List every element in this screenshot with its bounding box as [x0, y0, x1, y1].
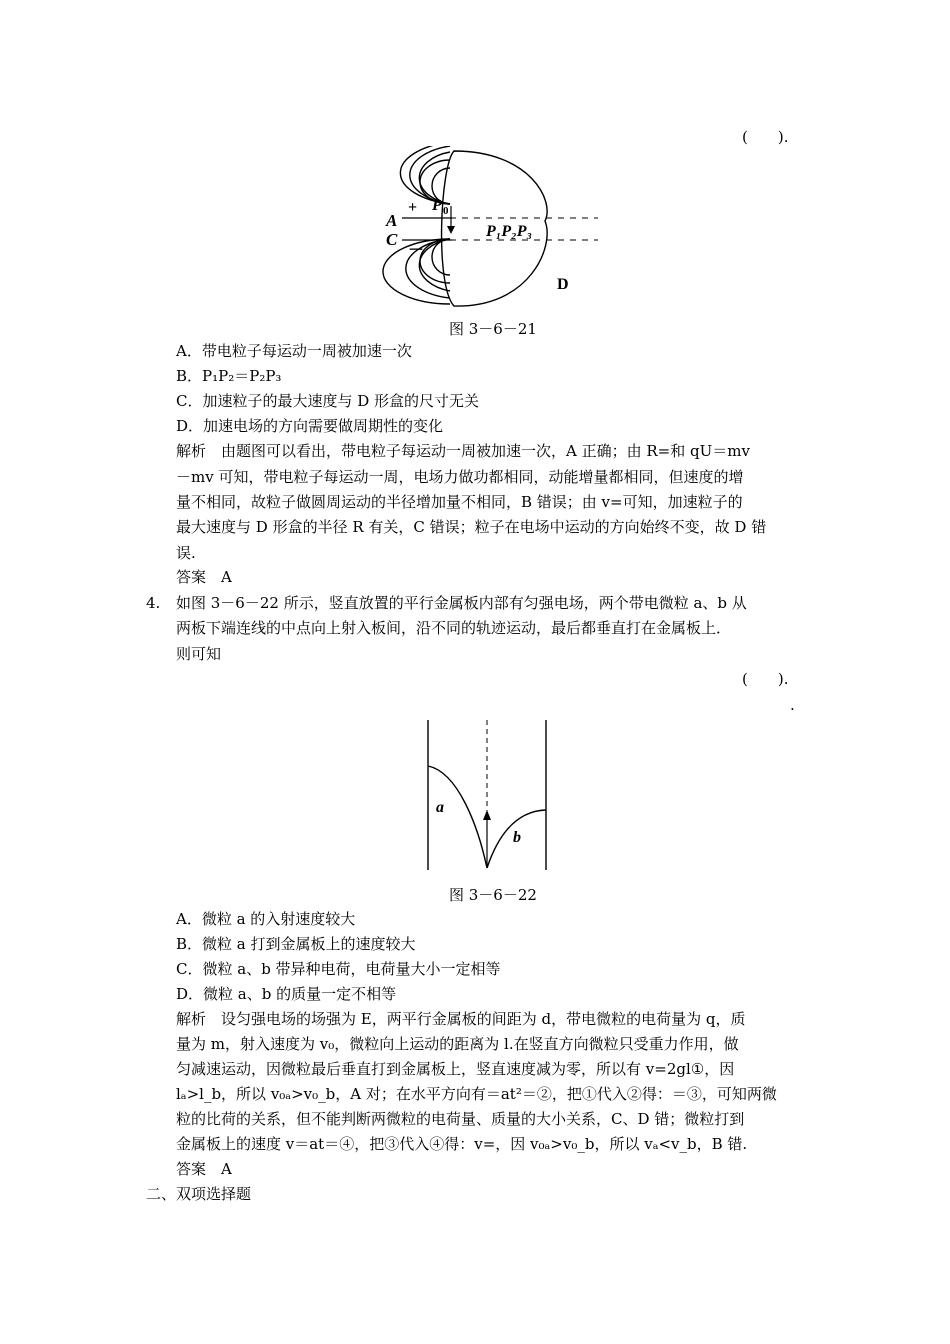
label-a: a	[436, 799, 444, 816]
label-C: C	[386, 230, 398, 249]
label-P0-sub: 0	[443, 205, 449, 217]
q3-answer-paren: ( ).	[742, 128, 789, 146]
q4-analysis-line: 匀减速运动，因微粒最后垂直打到金属板上，竖直速度减为零，所以有 v=2gl①，因	[176, 1060, 735, 1078]
q4-number: 4.	[146, 594, 161, 612]
q4-answer-paren: ( ).	[742, 670, 789, 688]
parallel-plates-figure	[418, 716, 558, 874]
q3-option-a: A．带电粒子每运动一周被加速一次	[176, 342, 412, 360]
q3-analysis-line: －mv 可知，带电粒子每运动一周，电场力做功都相同，动能增量都相同，但速度的增	[176, 468, 744, 486]
label-plus: +	[408, 199, 418, 216]
q4-stem-line: 两板下端连线的中点向上射入板间，沿不同的轨迹运动，最后都垂直打在金属板上．	[176, 619, 732, 637]
q3-option-b: B．P₁P₂＝P₂P₃	[176, 367, 282, 385]
q3-analysis-line: 最大速度与 D 形盒的半径 R 有关，C 错误；粒子在电场中运动的方向始终不变，故 D 错	[176, 518, 767, 536]
q4-answer: 答案 A	[176, 1160, 232, 1178]
q4-option-b: B．微粒 a 打到金属板上的速度较大	[176, 935, 416, 953]
q3-analysis-line: 误.	[176, 544, 196, 562]
label-P123: P₁P₂P₃	[486, 223, 533, 240]
q4-analysis-line: 解析 设匀强电场的场强为 E，两平行金属板的间距为 d，带电微粒的电荷量为 q，质	[176, 1010, 746, 1028]
label-A: A	[386, 211, 398, 230]
q4-analysis-line: 量为 m，射入速度为 v₀，微粒向上运动的距离为 l.在竖直方向微粒只受重力作用，做	[176, 1035, 739, 1053]
q4-stem-line: 如图 3－6－22 所示，竖直放置的平行金属板内部有匀强电场，两个带电微粒 a、b 从	[176, 594, 747, 612]
cyclotron-figure	[380, 146, 610, 316]
q3-analysis-line: 量不相同，故粒子做圆周运动的半径增加量不相同，B 错误；由 v=可知，加速粒子的	[176, 493, 743, 511]
label-minus: －	[408, 242, 425, 259]
q4-option-d: D．微粒 a、b 的质量一定不相等	[176, 985, 397, 1003]
q4-analysis-line: lₐ>l_b，所以 v₀ₐ>v₀_b，A 对；在水平方向有＝at²＝②，把①代入②得：＝③，可知两微	[176, 1085, 777, 1103]
q3-analysis-line: 解析 由题图可以看出，带电粒子每运动一周被加速一次，A 正确；由 R=和 qU＝mv	[176, 442, 750, 460]
section-heading: 二、双项选择题	[146, 1185, 252, 1203]
q4-dot: .	[790, 696, 795, 714]
figure-caption-3-6-21: 图 3－6－21	[449, 320, 537, 338]
q3-option-c: C．加速粒子的最大速度与 D 形盒的尺寸无关	[176, 392, 480, 410]
label-b: b	[513, 829, 521, 846]
figure-caption-3-6-22: 图 3－6－22	[449, 886, 537, 904]
q4-option-c: C．微粒 a、b 带异种电荷，电荷量大小一定相等	[176, 960, 501, 978]
q3-answer: 答案 A	[176, 568, 232, 586]
q4-analysis-line: 粒的比荷的关系，但不能判断两微粒的电荷量、质量的大小关系，C、D 错；微粒打到	[176, 1110, 745, 1128]
q4-stem-line: 则可知	[176, 645, 222, 663]
q3-option-d: D．加速电场的方向需要做周期性的变化	[176, 417, 444, 435]
trajectory-a	[428, 766, 487, 868]
q4-analysis-line: 金属板上的速度 v＝at＝④，把③代入④得：v=，因 v₀ₐ>v₀_b，所以 vₐ<v_b，B 错.	[176, 1135, 748, 1153]
label-P0: P	[432, 197, 442, 214]
q4-option-a: A．微粒 a 的入射速度较大	[176, 910, 356, 928]
label-D: D	[557, 276, 569, 293]
